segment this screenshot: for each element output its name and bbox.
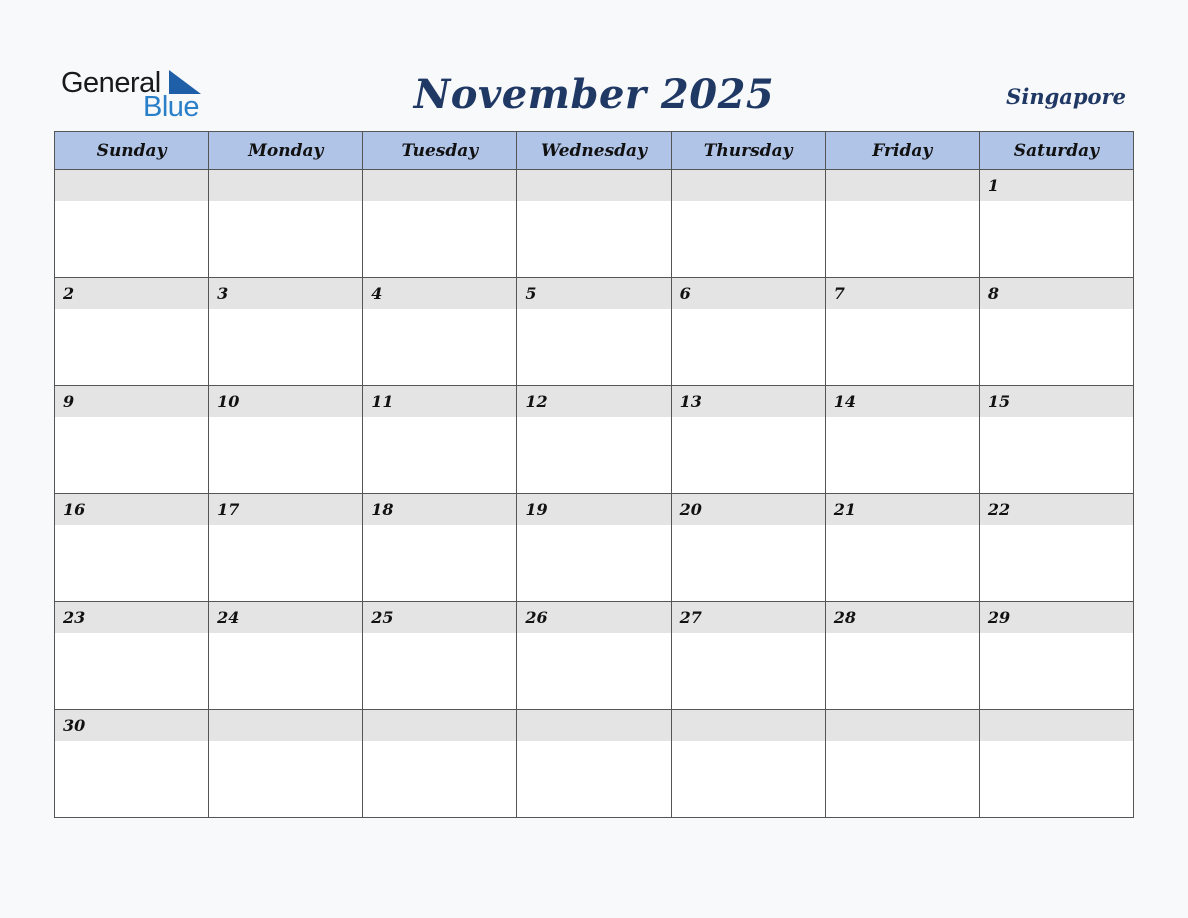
logo-word-general: General (61, 67, 161, 99)
day-number-strip (55, 602, 208, 633)
day-number-strip (672, 386, 825, 417)
day-number: 23 (63, 608, 86, 627)
day-number-strip (55, 278, 208, 309)
day-cell[interactable] (363, 386, 517, 494)
day-number: 14 (833, 392, 856, 411)
day-number-strip (672, 710, 825, 741)
weekday-header-row (55, 132, 1134, 170)
weekday-header-sunday: Sunday (55, 132, 209, 170)
day-number-strip (55, 494, 208, 525)
day-number: 28 (833, 608, 856, 627)
day-cell[interactable] (209, 170, 363, 278)
day-cell[interactable] (825, 386, 979, 494)
day-number: 5 (525, 284, 537, 303)
calendar-body (55, 170, 1134, 818)
day-cell[interactable] (209, 494, 363, 602)
day-number: 8 (987, 284, 999, 303)
weekday-header-tuesday: Tuesday (363, 132, 517, 170)
day-cell[interactable] (671, 710, 825, 818)
day-number-strip (826, 278, 979, 309)
day-number-strip (980, 170, 1133, 201)
week-row (55, 494, 1134, 602)
day-number-strip (363, 602, 516, 633)
day-number: 3 (217, 284, 229, 303)
day-cell[interactable] (825, 278, 979, 386)
day-cell[interactable] (979, 602, 1133, 710)
day-cell[interactable] (209, 710, 363, 818)
day-number-strip (517, 170, 670, 201)
logo-word-blue: Blue (143, 91, 200, 123)
day-number-strip (980, 494, 1133, 525)
day-number-strip (980, 710, 1133, 741)
day-number-strip (980, 278, 1133, 309)
day-number-strip (826, 494, 979, 525)
weekday-header-wednesday: Wednesday (517, 132, 671, 170)
day-cell[interactable] (55, 170, 209, 278)
day-number-strip (363, 494, 516, 525)
day-number: 19 (525, 500, 548, 519)
day-cell[interactable] (671, 386, 825, 494)
day-cell[interactable] (363, 170, 517, 278)
day-cell[interactable] (979, 386, 1133, 494)
week-row (55, 710, 1134, 818)
day-cell[interactable] (825, 494, 979, 602)
day-cell[interactable] (517, 494, 671, 602)
day-cell[interactable] (517, 170, 671, 278)
day-cell[interactable] (979, 278, 1133, 386)
day-cell[interactable] (363, 278, 517, 386)
day-number: 13 (679, 392, 702, 411)
day-cell[interactable] (517, 710, 671, 818)
day-cell[interactable] (979, 710, 1133, 818)
day-number: 11 (371, 392, 394, 411)
day-number-strip (826, 386, 979, 417)
day-number: 2 (63, 284, 75, 303)
day-cell[interactable] (517, 602, 671, 710)
day-cell[interactable] (825, 602, 979, 710)
day-number-strip (826, 602, 979, 633)
day-number-strip (363, 710, 516, 741)
weekday-header-saturday: Saturday (979, 132, 1133, 170)
day-number-strip (209, 710, 362, 741)
weekday-header-thursday: Thursday (671, 132, 825, 170)
day-number-strip (363, 386, 516, 417)
day-number: 30 (63, 716, 86, 735)
day-cell[interactable] (825, 710, 979, 818)
day-number-strip (517, 278, 670, 309)
calendar-grid (54, 131, 1134, 818)
day-number-strip (672, 170, 825, 201)
day-number-strip (826, 710, 979, 741)
day-cell[interactable] (671, 494, 825, 602)
day-number: 7 (833, 284, 845, 303)
day-number-strip (672, 494, 825, 525)
day-number: 26 (525, 608, 548, 627)
day-cell[interactable] (209, 278, 363, 386)
day-cell[interactable] (55, 602, 209, 710)
day-number-strip (980, 386, 1133, 417)
day-number: 9 (63, 392, 75, 411)
day-number-strip (209, 386, 362, 417)
day-number-strip (209, 602, 362, 633)
day-cell[interactable] (517, 386, 671, 494)
week-row (55, 170, 1134, 278)
day-number: 6 (679, 284, 691, 303)
day-number-strip (980, 602, 1133, 633)
day-number: 18 (371, 500, 394, 519)
day-number-strip (826, 170, 979, 201)
day-number: 29 (987, 608, 1011, 627)
day-cell[interactable] (55, 494, 209, 602)
generalblue-logo (61, 66, 211, 122)
day-cell[interactable] (363, 494, 517, 602)
day-cell[interactable] (517, 278, 671, 386)
day-number-strip (517, 602, 670, 633)
day-number: 24 (217, 608, 240, 627)
day-number: 22 (987, 500, 1011, 519)
month-title: November 2025 (413, 71, 775, 118)
day-cell[interactable] (209, 386, 363, 494)
day-cell[interactable] (671, 602, 825, 710)
day-number: 27 (679, 608, 702, 627)
day-number-strip (517, 710, 670, 741)
week-row (55, 386, 1134, 494)
day-cell[interactable] (209, 602, 363, 710)
day-number-strip (55, 170, 208, 201)
day-number-strip (517, 386, 670, 417)
day-number: 21 (833, 500, 856, 519)
country-label: Singapore (1006, 84, 1126, 109)
day-number-strip (55, 386, 208, 417)
day-cell[interactable] (979, 170, 1133, 278)
day-cell[interactable] (363, 602, 517, 710)
day-number-strip (209, 494, 362, 525)
day-number: 1 (987, 176, 999, 195)
day-number: 4 (371, 284, 383, 303)
day-cell[interactable] (825, 170, 979, 278)
weekday-header-friday: Friday (825, 132, 979, 170)
day-cell[interactable] (55, 386, 209, 494)
day-number: 17 (217, 500, 240, 519)
day-number-strip (209, 278, 362, 309)
week-row (55, 278, 1134, 386)
day-number: 20 (679, 500, 702, 519)
day-number-strip (363, 278, 516, 309)
day-cell[interactable] (55, 278, 209, 386)
day-number: 16 (63, 500, 86, 519)
day-number: 10 (217, 392, 240, 411)
day-cell[interactable] (55, 710, 209, 818)
day-number-strip (209, 170, 362, 201)
day-number: 25 (371, 608, 394, 627)
day-cell[interactable] (671, 170, 825, 278)
day-cell[interactable] (671, 278, 825, 386)
day-cell[interactable] (363, 710, 517, 818)
day-cell[interactable] (979, 494, 1133, 602)
day-number-strip (672, 602, 825, 633)
week-row (55, 602, 1134, 710)
day-number: 12 (525, 392, 548, 411)
weekday-header-monday: Monday (209, 132, 363, 170)
day-number-strip (55, 710, 208, 741)
day-number: 15 (987, 392, 1011, 411)
day-number-strip (672, 278, 825, 309)
day-number-strip (363, 170, 516, 201)
day-number-strip (517, 494, 670, 525)
